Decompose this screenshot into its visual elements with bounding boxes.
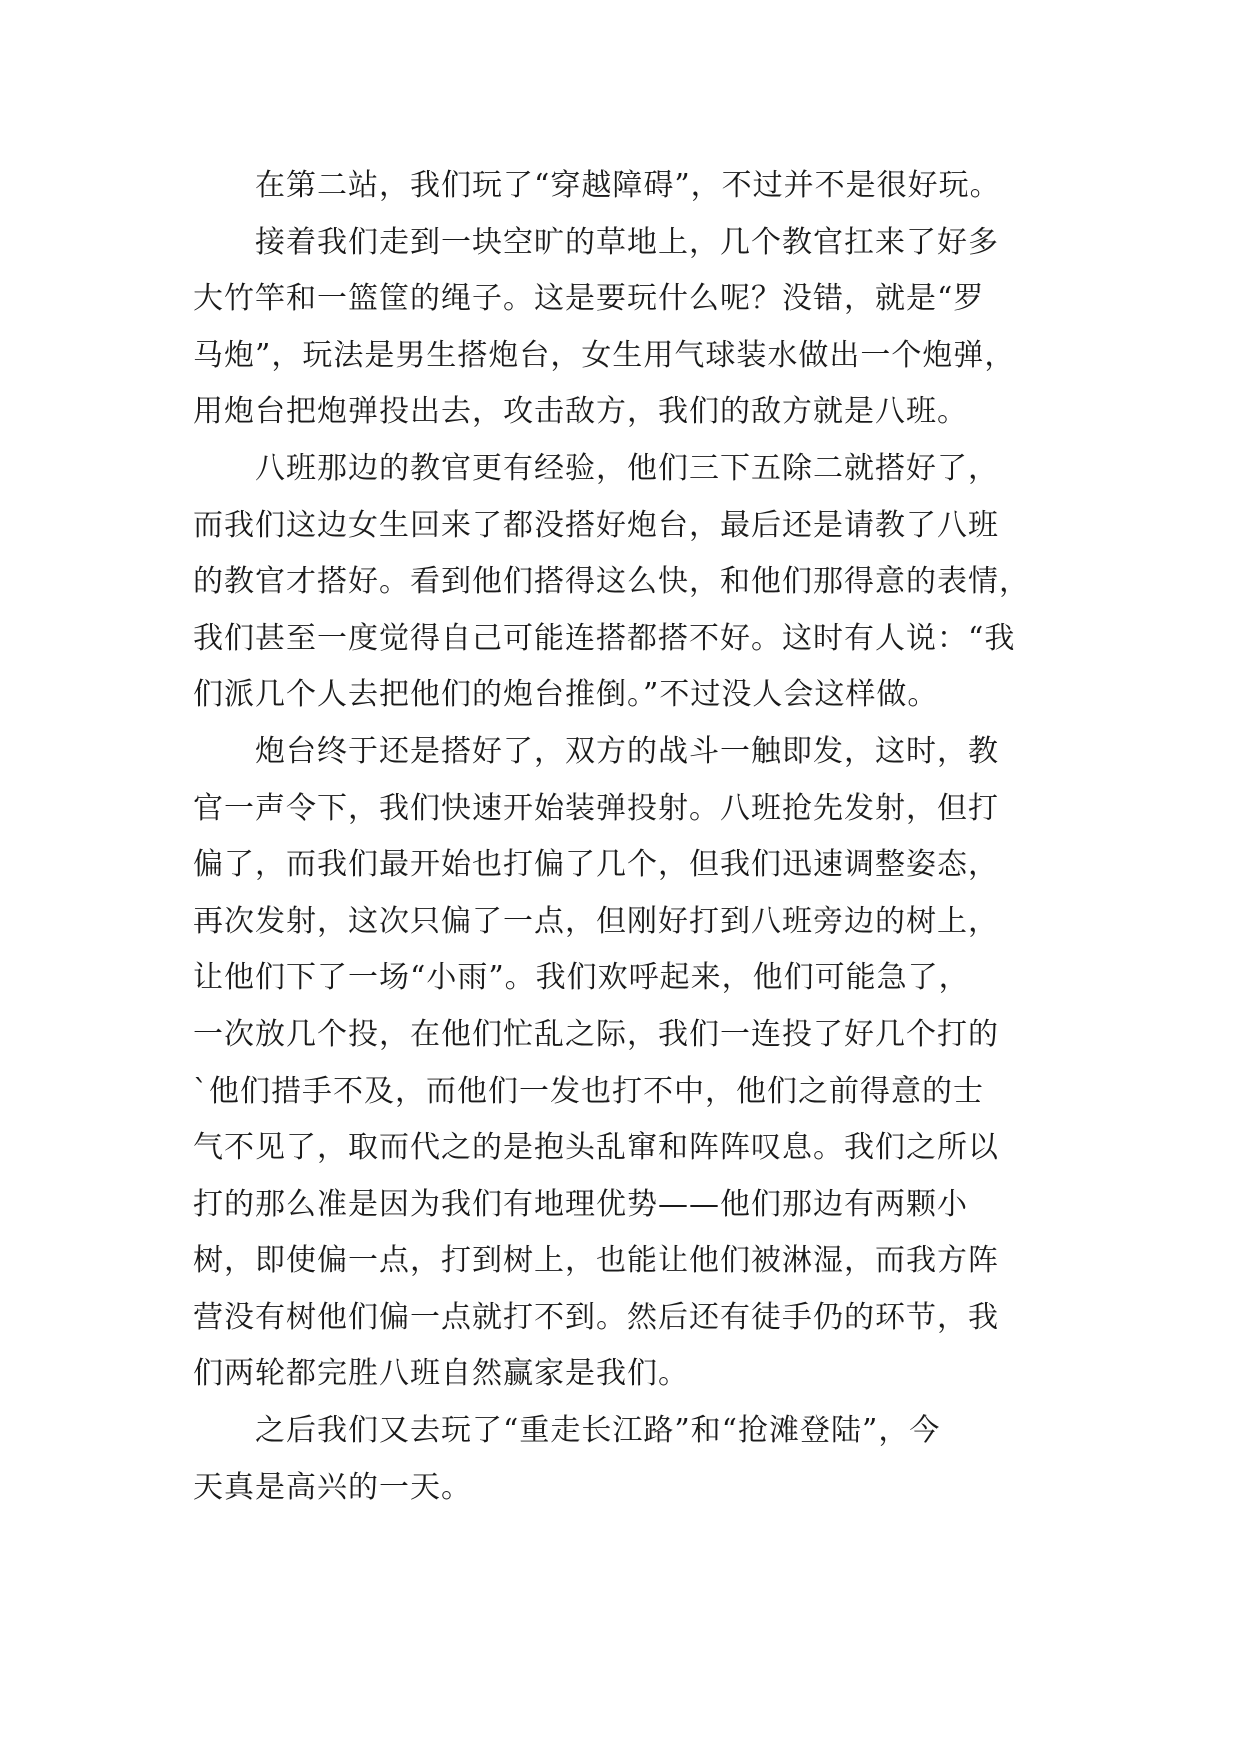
paragraph-line: 树，即使偏一点，打到树上，也能让他们被淋湿，而我方阵	[193, 1243, 999, 1279]
paragraph-line: 营没有树他们偏一点就打不到。然后还有徒手仍的环节，我	[193, 1299, 999, 1335]
paragraph-line: 之后我们又去玩了“重走长江路”和“抢滩登陆”，今	[255, 1413, 941, 1449]
paragraph-line: 天真是高兴的一天。	[193, 1469, 472, 1505]
paragraph-line: 马炮”，玩法是男生搭炮台，女生用气球装水做出一个炮弹，	[193, 337, 1016, 373]
paragraph-line: 再次发射，这次只偏了一点，但刚好打到八班旁边的树上，	[193, 903, 999, 939]
body-text	[193, 158, 1073, 1516]
paragraph-line: 我们甚至一度觉得自己可能连搭都搭不好。这时有人说：“我	[193, 620, 1016, 656]
paragraph-line: 们两轮都完胜八班自然赢家是我们。	[193, 1356, 689, 1392]
paragraph-line: 气不见了，取而代之的是抱头乱窜和阵阵叹息。我们之所以	[193, 1130, 999, 1166]
paragraph-line: 的教官才搭好。看到他们搭得这么快，和他们那得意的表情，	[193, 564, 1030, 600]
paragraph-line: 一次放几个投，在他们忙乱之际，我们一连投了好几个打的	[193, 1016, 999, 1052]
paragraph-line: 官一声令下，我们快速开始装弹投射。八班抢先发射，但打	[193, 790, 999, 826]
paragraph-line: 而我们这边女生回来了都没搭好炮台，最后还是请教了八班	[193, 507, 999, 543]
paragraph-line: 接着我们走到一块空旷的草地上，几个教官扛来了好多	[255, 224, 999, 260]
paragraph-line: 八班那边的教官更有经验，他们三下五除二就搭好了，	[255, 450, 999, 486]
paragraph-line: 用炮台把炮弹投出去，攻击敌方，我们的敌方就是八班。	[193, 394, 968, 430]
paragraph-line: 让他们下了一场“小雨”。我们欢呼起来，他们可能急了，	[193, 960, 970, 996]
paragraph-line: 炮台终于还是搭好了，双方的战斗一触即发，这时，教	[255, 733, 999, 769]
paragraph-line: 在第二站，我们玩了“穿越障碍”，不过并不是很好玩。	[255, 168, 1001, 203]
paragraph-line: 们派几个人去把他们的炮台推倒。”不过没人会这样做。	[193, 677, 939, 713]
paragraph-line: 大竹竿和一篮筐的绳子。这是要玩什么呢？没错，就是“罗	[193, 281, 985, 317]
paragraph-line: 偏了，而我们最开始也打偏了几个，但我们迅速调整姿态，	[193, 847, 999, 883]
paragraph-line: `他们措手不及，而他们一发也打不中，他们之前得意的士	[193, 1073, 984, 1109]
paragraph-line: 打的那么准是因为我们有地理优势——他们那边有两颗小	[193, 1186, 968, 1222]
